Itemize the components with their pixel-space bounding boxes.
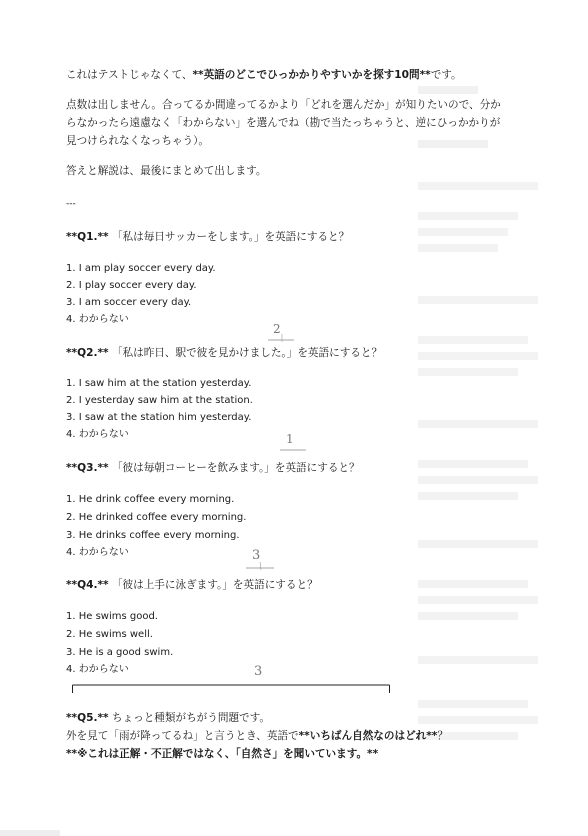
question-2 — [66, 346, 382, 360]
q4-option-1[interactable]: 1. He swims good. — [66, 611, 158, 622]
question-5-line-1 — [66, 711, 270, 725]
intro-para2-line-2: らなかったら遠慮なく「わからない」を選んでね（勘で当たっちゃうと、逆にひっかかりが — [66, 117, 501, 129]
handwritten-digit-q4: 3 — [252, 548, 261, 563]
handwritten-digit-q2: 2 — [273, 322, 281, 336]
question-5-line-2-bold: **いちばん自然なのはどれ** — [298, 730, 438, 742]
question-3-text: 「彼は毎朝コーヒーを飲みます。」を英語にすると？ — [111, 462, 360, 474]
handwritten-answer-q4 — [244, 548, 278, 572]
handwritten-answer-q2 — [266, 322, 296, 344]
intro-para2-line-3: 見つけられなくなっちゃう）。 — [66, 135, 210, 147]
bracket-line-icon — [72, 684, 390, 694]
handwritten-stroke-q2-icon — [266, 322, 296, 344]
q1-option-1[interactable]: 1. I am play soccer every day. — [66, 263, 216, 274]
question-4-label: **Q4.** — [66, 579, 109, 591]
question-5-line-2-pre: 外を見て「雨が降ってるね」と言うとき、英語で — [66, 730, 299, 742]
page-edge-mark-icon — [0, 826, 60, 836]
question-1-text: 「私は毎日サッカーをします。」を英語にすると？ — [111, 231, 350, 243]
handwritten-digit-q5: 3 — [254, 664, 263, 679]
question-5-label: **Q5.** — [66, 712, 109, 724]
q4-option-2[interactable]: 2. He swims well. — [66, 629, 153, 640]
intro-line-1-pre: これはテストじゃなくて、 — [66, 69, 193, 81]
question-4 — [66, 578, 318, 592]
intro-line-1-post: です。 — [430, 69, 462, 81]
question-1 — [66, 230, 349, 244]
intro-para2-line-1: 点数は出しません。合ってるか間違ってるかより「どれを選んだか」が知りたいので、分か — [66, 99, 501, 111]
q4-option-4[interactable]: 4. わからない — [66, 664, 129, 675]
question-2-text: 「私は昨日、駅で彼を見かけました。」を英語にすると？ — [111, 347, 383, 359]
handwritten-digit-q3: 1 — [286, 432, 294, 446]
handwritten-stroke-q4-icon — [244, 548, 278, 572]
intro-para3: 答えと解説は、最後にまとめて出します。 — [66, 165, 267, 177]
separator: --- — [66, 199, 76, 209]
handwritten-answer-q5 — [246, 664, 280, 686]
question-5-note: **※これは正解・不正解ではなく、「自然さ」を聞いています。** — [66, 748, 379, 760]
q3-option-2[interactable]: 2. He drinked coffee every morning. — [66, 512, 247, 523]
question-4-text: 「彼は上手に泳ぎます。」を英語にすると？ — [111, 579, 318, 591]
question-5-line-2 — [66, 729, 448, 743]
q1-option-4[interactable]: 4. わからない — [66, 314, 129, 325]
question-3-label: **Q3.** — [66, 462, 109, 474]
q2-option-3[interactable]: 3. I saw at the station him yesterday. — [66, 412, 252, 423]
question-1-label: **Q1.** — [66, 231, 109, 243]
q4-option-3[interactable]: 3. He is a good swim. — [66, 647, 174, 658]
q1-option-3[interactable]: 3. I am soccer every day. — [66, 297, 192, 308]
question-5-intro: ちょっと種類がちがう問題です。 — [108, 712, 270, 724]
question-3 — [66, 461, 360, 475]
q3-option-4[interactable]: 4. わからない — [66, 547, 129, 558]
q2-option-4[interactable]: 4. わからない — [66, 429, 129, 440]
question-5-line-2-post: ？ — [437, 730, 448, 742]
question-2-label: **Q2.** — [66, 347, 109, 359]
q1-option-2[interactable]: 2. I play soccer every day. — [66, 280, 197, 291]
q3-option-1[interactable]: 1. He drink coffee every morning. — [66, 494, 235, 505]
intro-line-1 — [66, 68, 462, 82]
q2-option-1[interactable]: 1. I saw him at the station yesterday. — [66, 378, 252, 389]
intro-line-1-bold: **英語のどこでひっかかりやすいかを探す10問** — [192, 69, 431, 81]
q2-option-2[interactable]: 2. I yesterday saw him at the station. — [66, 395, 253, 406]
handwritten-answer-q3 — [278, 432, 308, 456]
q3-option-3[interactable]: 3. He drinks coffee every morning. — [66, 530, 240, 541]
